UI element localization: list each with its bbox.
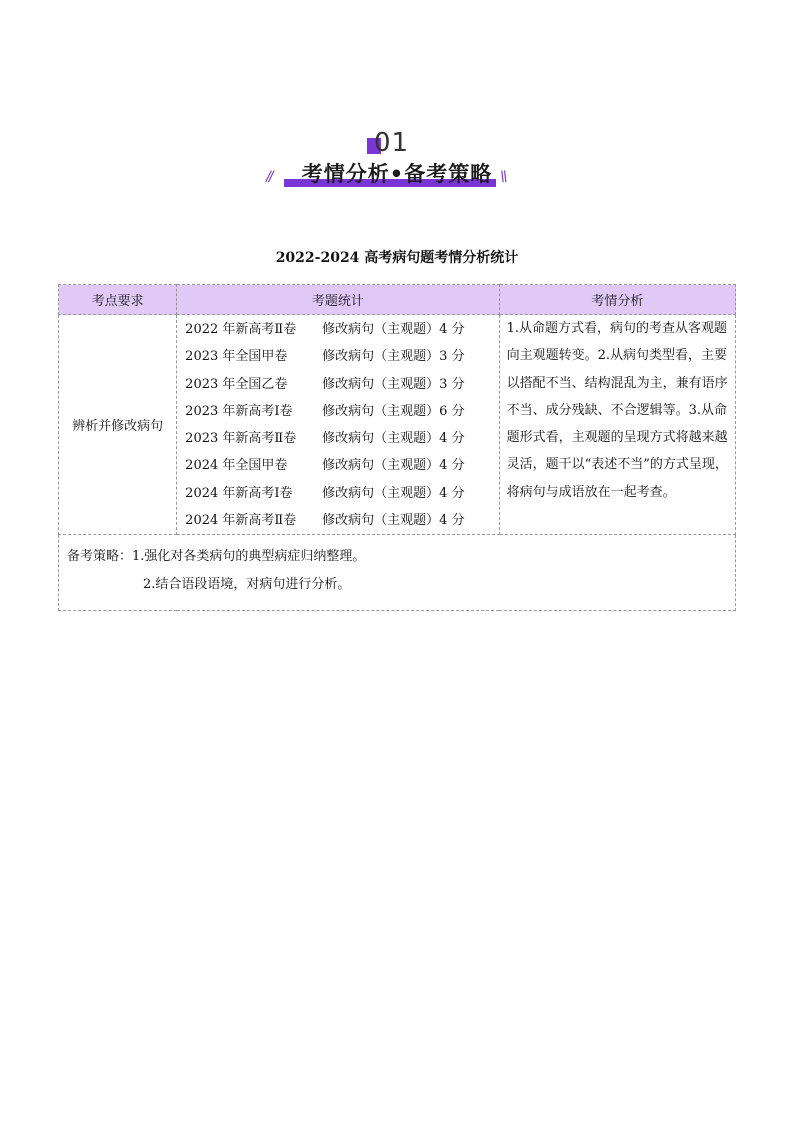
exam-detail: 修改病句（主观题）4 分 [322, 458, 465, 474]
list-item [185, 452, 498, 479]
strategy-block [59, 535, 735, 610]
exam-detail: 修改病句（主观题）3 分 [322, 349, 465, 365]
exam-detail: 修改病句（主观题）3 分 [322, 376, 465, 392]
exam-detail: 修改病句（主观题）4 分 [322, 431, 465, 447]
analysis-text: 1.从命题方式看，病句的考查从客观题向主观题转变。2.从病句类型看，主要以搭配不当、结构混乱为主，兼有语序不当、成分残缺、不合逻辑等。3.从命题形式看，主观题的呈现方式将越来越灵活，题干以“表述不当”的方式呈现，将病句与成语放在一起考查。 [506, 321, 728, 500]
section-header [0, 124, 794, 194]
table-row [59, 315, 736, 535]
exam-statistics-table [58, 284, 736, 611]
left-slash-decoration: // [266, 169, 272, 185]
column-header-requirement: 考点要求 [59, 285, 177, 315]
section-number: 01 [374, 128, 410, 158]
exam-year: 2023 年新高考Ⅰ卷 [185, 403, 293, 419]
exam-year: 2024 年全国甲卷 [185, 458, 288, 474]
exam-detail: 修改病句（主观题）4 分 [322, 322, 465, 337]
exam-year: 2023 年全国甲卷 [185, 349, 288, 365]
exam-year: 2023 年新高考Ⅱ卷 [185, 431, 297, 447]
strategy-line-2: 2.结合语段语境，对病句进行分析。 [143, 577, 351, 593]
exam-list [177, 315, 498, 534]
document-title: 2022-2024 高考病句题考情分析统计 [275, 250, 519, 266]
exam-year: 2024 年新高考Ⅰ卷 [185, 485, 293, 501]
exam-year: 2024 年新高考Ⅱ卷 [185, 513, 297, 529]
exam-year: 2022 年新高考Ⅱ卷 [185, 322, 297, 337]
requirement-cell: 辨析并修改病句 [59, 315, 177, 535]
list-item [185, 425, 498, 452]
list-item [185, 316, 498, 343]
list-item [185, 398, 498, 425]
strategy-line-1: 备考策略：1.强化对各类病句的典型病症归纳整理。 [67, 549, 366, 565]
exam-statistics-cell [177, 315, 499, 535]
analysis-cell [499, 315, 735, 535]
table-row [59, 535, 736, 611]
right-slash-decoration: \\ [500, 169, 506, 185]
list-item [185, 343, 498, 370]
column-header-analysis: 考情分析 [499, 285, 735, 315]
table-header-row [59, 285, 736, 315]
list-item [185, 480, 498, 507]
exam-detail: 修改病句（主观题）6 分 [322, 403, 465, 419]
exam-detail: 修改病句（主观题）4 分 [322, 513, 465, 529]
exam-detail: 修改病句（主观题）4 分 [322, 485, 465, 501]
strategy-cell [59, 535, 736, 611]
column-header-statistics: 考题统计 [177, 285, 499, 315]
section-banner-title: 考情分析•备考策略 [301, 162, 493, 186]
exam-year: 2023 年全国乙卷 [185, 376, 288, 392]
list-item [185, 371, 498, 398]
list-item [185, 507, 498, 534]
